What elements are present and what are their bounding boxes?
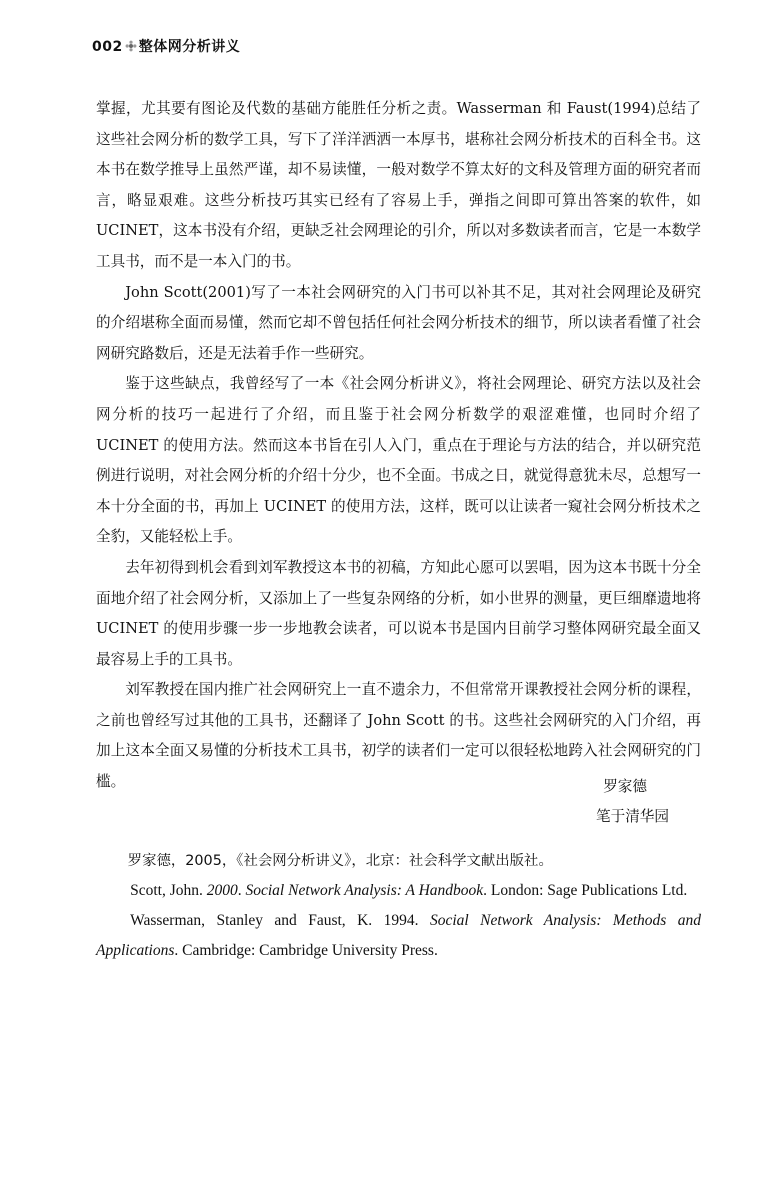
references [96,846,701,966]
reference-item: Scott, John. 2000. Social Network Analysis: A Handbook. London: Sage Publications Ltd. [130,882,688,899]
signature-place: 笔于清华园 [596,808,669,825]
ref-year: 2000 [206,882,238,899]
ref-authors: Scott, John. [130,882,207,899]
reference-item: 罗家德，2005，《社会网分析讲义》，北京：社会科学文献出版社。 [127,853,553,869]
paragraph: 刘军教授在国内推广社会网研究上一直不遗余力，不但常常开课教授社会网分析的课程，之前也曾经写过其他的工具书，还翻译了 John Scott 的书。这些社会网研究的入门介绍，再加上这本全面又易懂的分析技术工具书，初学的读者们一定可以很轻松地跨入社会网研究的门槛。 [96,681,701,791]
paragraph: John Scott(2001)写了一本社会网研究的入门书可以补其不足，其对社会网理论及研究的介绍堪称全面而易懂，然而它却不曾包括任何社会网分析技术的细节，所以读者看懂了社会网研究路数后，还是无法着手作一些研究。 [96,283,701,362]
flower-ornament-icon [125,40,137,52]
paragraph: 鉴于这些缺点，我曾经写了一本《社会网分析讲义》，将社会网理论、研究方法以及社会网分析的技巧一起进行了介绍，而且鉴于社会网分析数学的艰涩难懂，也同时介绍了 UCINET 的使用方法。然而这本书旨在引人入门，重点在于理论与方法的结合，并以研究范例进行说明，对社会网分析的介绍十分少，也不全面。书成之日，就觉得意犹未尽，总想写一本十分全面的书，再加上 UCINET 的使用方法，这样，既可以让读者一窥社会网分析技术之全豹，又能轻松上手。 [96,375,701,546]
paragraph: 掌握，尤其要有图论及代数的基础方能胜任分析之责。Wasserman 和 Faust(1994)总结了这些社会网分析的数学工具，写下了洋洋洒洒一本厚书，堪称社会网分析技术的百科全书。这本书在数学推导上虽然严谨，却不易读懂，一般对数学不算太好的文科及管理方面的研究者而言，略显艰难。这些分析技巧其实已经有了容易上手，弹指之间即可算出答案的软件，如 UCINET，这本书没有介绍，更缺乏社会网理论的引介，所以对多数读者而言，它是一本数学工具书，而不是一本入门的书。 [96,100,701,270]
ref-publisher: . London: Sage Publications Ltd. [483,882,688,899]
reference-item [96,906,701,966]
paragraph: 去年初得到机会看到刘军教授这本书的初稿，方知此心愿可以罢唱，因为这本书既十分全面地介绍了社会网分析，又添加上了一些复杂网络的分析，如小世界的测量，更巨细靡遗地将 UCINET 的使用步骤一步一步地教会读者，可以说本书是国内目前学习整体网研究最全面又最容易上手的工具书。 [96,558,701,668]
ref-authors: Wasserman, Stanley and Faust, K. 1994. [130,912,430,929]
page-number: 002 [92,39,123,55]
running-header [92,36,240,56]
book-title: 整体网分析讲义 [138,39,241,55]
ref-title: Social Network Analysis: Methods and Applications [96,912,701,959]
signature-name: 罗家德 [603,778,647,795]
ref-title: Social Network Analysis: A Handbook [245,882,484,899]
ref-publisher: . Cambridge: Cambridge University Press. [174,942,438,959]
body-text [96,94,701,798]
